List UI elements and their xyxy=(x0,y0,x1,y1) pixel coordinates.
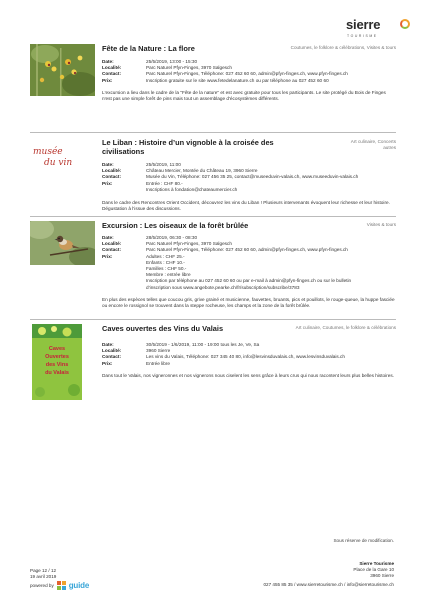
prix-value: Adultes : CHF 25.- xyxy=(146,253,185,259)
event-details xyxy=(102,162,358,193)
event-title: Caves ouvertes des Vins du Valais xyxy=(102,324,224,333)
event-description: En plus des espèces telles que coucou gris, grive grainé et musicienne, fauvettes, bruants, pics et pouillots, le rouge-queue, la huppe fasciée ou encore le rossignol se trouvent dans la steppe rocheuse, les champs et la zone de la forêt brûlée. xyxy=(102,297,395,309)
event-title: Excursion : Les oiseaux de la forêt brûlée xyxy=(102,221,249,230)
page-info xyxy=(30,568,56,580)
event-details xyxy=(102,342,345,367)
contact-line: 027 455 85 35 / www.sierretourisme.ch / info@sierretourisme.ch xyxy=(263,582,394,587)
organization-contact xyxy=(353,561,394,579)
page-number: Page 12 / 12 xyxy=(30,568,57,573)
event-image-bird xyxy=(30,221,95,265)
localite-value: Parc Naturel Pfyn-Finges, 3970 Salgesch xyxy=(146,241,232,247)
localite-label: Localité: xyxy=(102,168,122,174)
svg-text:du vin: du vin xyxy=(44,158,73,168)
event-liban xyxy=(30,138,396,218)
localite-value: Parc Naturel Pfyn-Finges, 3970 Salgesch xyxy=(146,65,232,71)
event-poster-caves xyxy=(32,324,82,400)
org-name: Sierre Tourisme xyxy=(359,561,394,566)
poster-line: Caves xyxy=(48,346,66,352)
prix-value: Entrée : CHF 80.- xyxy=(146,180,183,186)
prix-value: Entrée libre xyxy=(146,360,170,366)
prix-line: Membre : entrée libre xyxy=(146,272,191,278)
disclaimer: Sous réserve de modification. xyxy=(333,538,394,543)
event-description: L'excursion a lieu dans le cadre de la "Fête de la nature" et est avec gratuite pour tous les participants. Le site protégé du Bois de Finges n'est pas une simple forêt de pins mais tout un assemblage d'écosystèmes différents. xyxy=(102,90,386,102)
svg-text:musée: musée xyxy=(33,147,63,157)
contact-value: Parc Naturel Pfyn-Finges, Téléphone: 027 452 60 60, admin@pfyn-finges.ch, www.pfyn-finges.ch xyxy=(146,71,348,77)
prix-note: Inscriptions à fondation@chateaumercier.ch xyxy=(146,186,238,192)
poster-line: du Valais xyxy=(45,370,69,376)
org-address-city: 3960 Sierre xyxy=(370,573,394,578)
prix-line: Inscription par téléphone au 027 452 60 60 ou par e-mail à admin@pfyn-finges.ch ou sur le bulletin xyxy=(146,278,352,284)
separator xyxy=(30,132,396,133)
sierre-tourisme-logo xyxy=(340,17,410,43)
contact-label: Contact: xyxy=(102,247,122,253)
prix-label: Prix: xyxy=(102,77,113,83)
prix-line: d’inscription sous www.angebote.pearke.ch/fr/subscription/subscribe/3783 xyxy=(146,284,300,290)
event-categories: Art culinaire, Coutumes, le folklore & célébrations xyxy=(295,325,396,330)
guide-logo-icon xyxy=(57,581,66,590)
powered-by xyxy=(30,581,89,590)
event-categories: Art culinaire, Concerts autres xyxy=(350,139,396,150)
event-fete-nature xyxy=(30,44,396,134)
event-image-flowers xyxy=(30,44,95,96)
powered-label: powered by xyxy=(30,583,54,588)
contact-value: Musée du Vin, Téléphone: 027 456 35 25, contact@museeduvin-valais.ch, www.museeduvin-valais.ch xyxy=(146,174,359,180)
contact-value: Parc Naturel Pfyn-Finges, Téléphone: 027 452 60 60, admin@pfyn-finges.ch, www.pfyn-finges.ch xyxy=(146,247,348,253)
poster-line: Ouvertes xyxy=(45,354,69,360)
event-title: Fête de la Nature : La flore xyxy=(102,44,195,53)
date-value: 30/5/2019 - 1/6/2019, 11:00 - 19:00 tous les Je, Ve, Sa xyxy=(146,342,260,347)
separator xyxy=(30,319,396,320)
contact-label: Contact: xyxy=(102,174,122,180)
localite-value: 3960 Sierre xyxy=(146,348,171,354)
org-address-street: Place de la Gare 10 xyxy=(353,567,394,572)
poster-line: des Vins xyxy=(45,362,69,368)
event-description: Dans tout le Valais, nos vigneronnes et nos vignerons nous ciselent les sens grâce à leurs crus qui nous racontent leurs plus belles histoires. xyxy=(102,373,395,378)
logo-word: sierre xyxy=(346,17,381,32)
date-label: Date: xyxy=(102,162,114,167)
date-value: 28/5/2019, 06:30 - 08:30 xyxy=(146,235,198,240)
musee-du-vin-logo xyxy=(30,142,95,168)
prix-label: Prix: xyxy=(102,180,113,186)
date-label: Date: xyxy=(102,235,114,240)
localite-label: Localité: xyxy=(102,348,122,354)
localite-label: Localité: xyxy=(102,65,122,71)
guide-word: guide xyxy=(68,581,90,590)
event-description: Dans le cadre des Rencontres Orient Occident, découvrez les vins du Liban ! Plusieurs intervenants évoquent leur richesse et leur histoire. Dégustation à l’issue des discussions. xyxy=(102,200,390,212)
date-value: 25/5/2019, 11:00 xyxy=(146,162,181,167)
contact-label: Contact: xyxy=(102,354,122,360)
contact-label: Contact: xyxy=(102,71,122,77)
separator xyxy=(30,216,396,217)
event-title: Le Liban : Histoire d’un vignoble à la croisée des civilisations xyxy=(102,138,274,156)
localite-value: Château Mercier, Montée du Château 19, 3960 Sierre xyxy=(146,168,258,174)
date-label: Date: xyxy=(102,342,114,347)
prix-value: Inscription gratuite sur le site www.fetedelanature.ch ou par téléphone au 027 452 60 60 xyxy=(146,77,329,83)
event-categories: Coutumes, le folklore & célébrations, Visites & tours xyxy=(290,45,396,50)
prix-line: Familles : CHF 50.- xyxy=(146,266,187,272)
event-details xyxy=(102,59,348,84)
contact-value: Les vins du Valais, Téléphone: 027 345 40 80, info@lesvinsduvalais.ch, www.lesvinsduvalais.ch xyxy=(146,354,345,360)
date-value: 25/5/2019, 13:00 - 15:30 xyxy=(146,59,198,64)
event-caves-ouvertes xyxy=(30,324,396,404)
event-details xyxy=(102,235,351,291)
prix-line: Enfants : CHF 10.- xyxy=(146,259,185,265)
logo-subtitle: TOURISME xyxy=(347,34,378,38)
event-categories: Visites & tours xyxy=(366,222,396,227)
print-date: 19 avril 2019 xyxy=(30,574,57,579)
prix-label: Prix: xyxy=(102,360,113,366)
prix-label: Prix: xyxy=(102,253,113,259)
localite-label: Localité: xyxy=(102,241,122,247)
logo-ring-icon xyxy=(400,19,410,29)
date-label: Date: xyxy=(102,59,114,64)
event-oiseaux xyxy=(30,221,396,321)
